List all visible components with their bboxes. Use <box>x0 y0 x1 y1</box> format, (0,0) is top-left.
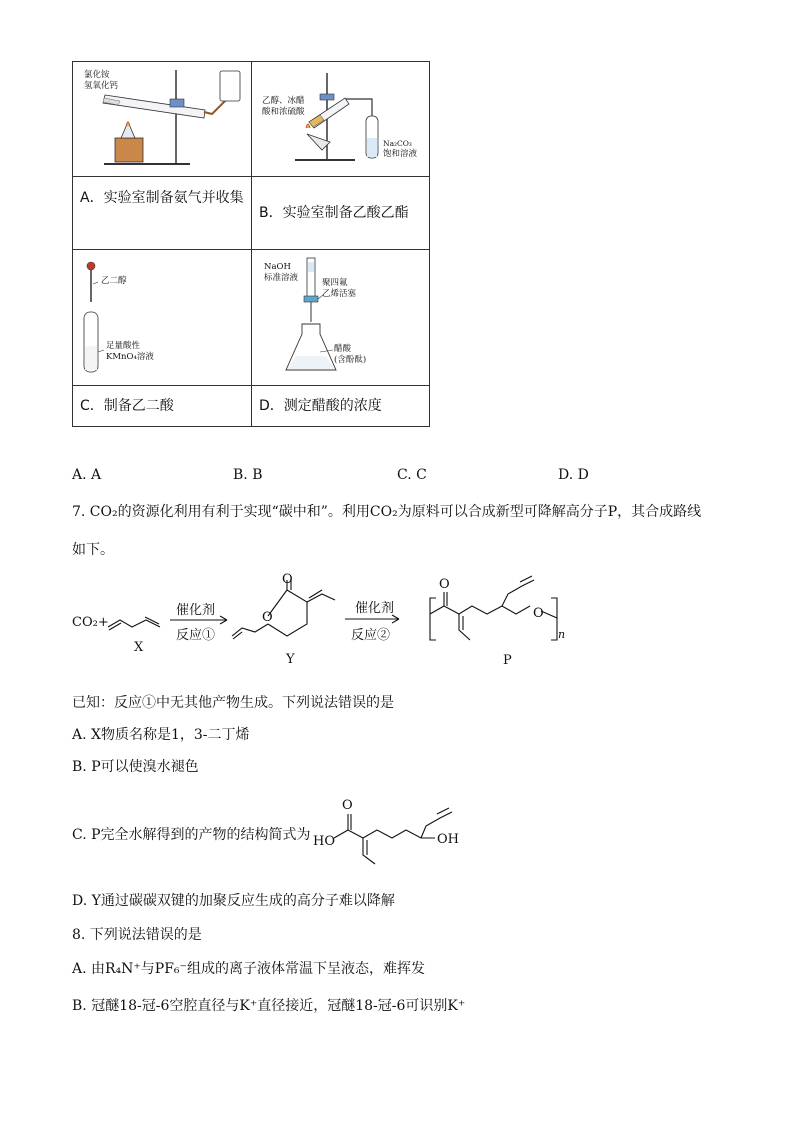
q7-known: 已知：反应①中无其他产物生成。下列说法错误的是 <box>72 695 394 711</box>
label-p: P <box>503 653 512 668</box>
atom-oh: OH <box>437 832 459 847</box>
q6-option-c: C. C <box>397 467 427 483</box>
q6-option-d: D. D <box>558 467 589 483</box>
label-stopcock: 乙烯活塞 <box>322 289 357 299</box>
q6-option-b: B. B <box>233 467 263 483</box>
label-phenolphthalein: (含酚酞) <box>334 355 367 365</box>
reaction-2: 反应② <box>351 628 391 643</box>
label-naoh: NaOH <box>264 262 291 272</box>
atom-o-ester-p: O <box>533 606 544 621</box>
atom-o-carbonyl-p: O <box>439 577 450 592</box>
q8-option-b: B. 冠醚18-冠-6空腔直径与K⁺直径接近，冠醚18-冠-6可识别K⁺ <box>72 998 466 1014</box>
atom-o-ring-y: O <box>262 610 273 625</box>
catalyst-2: 催化剂 <box>355 601 395 616</box>
q7-option-c: C. P完全水解得到的产物的结构简式为 <box>72 827 311 843</box>
q8-stem: 8. 下列说法错误的是 <box>72 927 202 943</box>
q7-option-a: A. X物质名称是1，3-二丁烯 <box>72 727 250 743</box>
caption-c: C．制备乙二酸 <box>80 398 174 414</box>
label-reagents: 乙醇、冰醋 <box>262 96 305 106</box>
q8-option-a: A. 由R₄N⁺与PF₆⁻组成的离子液体常温下呈液态，难挥发 <box>72 961 425 977</box>
label-y: Y <box>286 652 295 667</box>
label-ethylene-glycol: 乙二醇 <box>101 276 127 286</box>
q7-stem-line2: 如下。 <box>72 542 114 558</box>
label-acidic: 足量酸性 <box>106 341 141 351</box>
label-standard-solution: 标准溶液 <box>264 273 299 283</box>
q7-option-d: D. Y通过碳碳双键的加聚反应生成的高分子难以降解 <box>72 893 395 909</box>
atom-ho: HO <box>313 834 335 849</box>
q6-option-a: A. A <box>72 467 102 483</box>
reaction-1: 反应① <box>176 628 216 643</box>
label-acetic-acid: 醋酸 <box>334 344 352 354</box>
label-calcium-hydroxide: 氢氧化钙 <box>84 81 119 91</box>
label-saturated-solution: 饱和溶液 <box>383 149 418 159</box>
subscript-n: n <box>558 628 566 641</box>
caption-a: A．实验室制备氨气并收集 <box>80 190 244 206</box>
label-sodium-carbonate: Na₂CO₃ <box>383 139 412 148</box>
label-ptfe: 聚四氟 <box>322 278 348 288</box>
label-ammonium-chloride: 氯化铵 <box>84 70 110 80</box>
label-reagents-2: 酸和浓硫酸 <box>262 107 305 117</box>
label-kmno4: KMnO₄溶液 <box>106 352 154 362</box>
q7-stem-line1: 7. CO₂的资源化利用有利于实现“碳中和”。利用CO₂为原料可以合成新型可降解高分子P，其合成路线 <box>72 504 702 520</box>
catalyst-1: 催化剂 <box>176 603 216 618</box>
caption-b: B．实验室制备乙酸乙酯 <box>259 205 409 221</box>
co2-reactant: CO₂+ <box>72 615 109 630</box>
atom-o-c: O <box>342 798 353 813</box>
q7-option-b: B. P可以使溴水褪色 <box>72 759 199 775</box>
label-x: X <box>134 640 144 655</box>
caption-d: D．测定醋酸的浓度 <box>259 398 382 414</box>
atom-o-carbonyl-y: O <box>282 572 293 587</box>
